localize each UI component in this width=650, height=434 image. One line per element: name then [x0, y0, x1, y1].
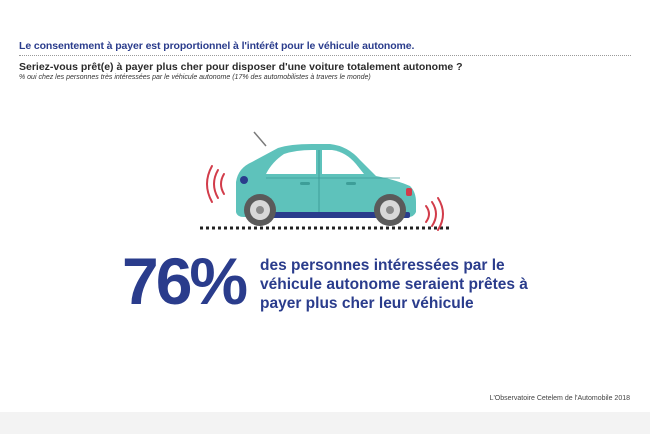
source-credit: L'Observatoire Cetelem de l'Automobile 2018 [489, 395, 630, 402]
door-handle [300, 182, 310, 185]
stat-value: 76% [122, 244, 246, 318]
sensor-wave-icon [426, 198, 443, 230]
stat-description: des personnes intéressées par le véhicule autonome seraient prêtes à payer plus cher leur véhicule [260, 257, 528, 312]
headlight [240, 176, 248, 184]
survey-question: Seriez-vous prêt(e) à payer plus cher pour disposer d'une voiture totalement autonome ? [19, 61, 463, 73]
autonomous-car-icon [200, 120, 450, 235]
sensor-wave-icon [207, 166, 224, 202]
door-handle [346, 182, 356, 185]
antenna [254, 132, 266, 146]
survey-note: % oui chez les personnes très intéressées par le véhicule autonome (17% des automobilistes à travers le monde) [19, 74, 371, 81]
dotted-divider [19, 55, 631, 56]
tail-light [406, 188, 412, 196]
headline: Le consentement à payer est proportionnel à l'intérêt pour le véhicule autonome. [19, 40, 415, 52]
